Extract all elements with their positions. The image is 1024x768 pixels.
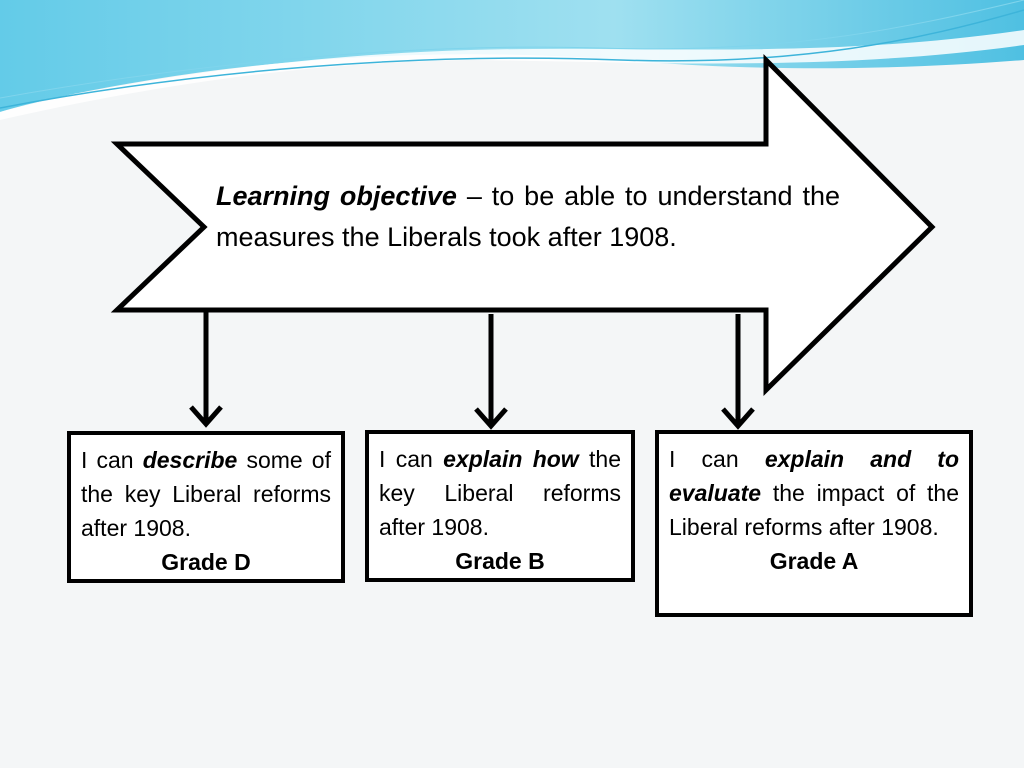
grade-label: Grade A — [769, 548, 859, 574]
outcome-box-grade-b — [365, 430, 635, 582]
outcome-suffix: the key Liberal reforms after 1908. — [379, 446, 621, 540]
outcome-emphasis: explain how — [443, 446, 579, 472]
outcome-emphasis: describe — [142, 447, 238, 473]
outcome-emphasis: explain and to evaluate — [669, 446, 959, 506]
connector-arrow-3 — [723, 314, 753, 426]
learning-objective-text — [216, 176, 840, 258]
outcome-box-grade-a — [655, 430, 973, 617]
outcome-suffix: some of the key Liberal reforms after 1908. — [81, 447, 331, 541]
outcome-prefix: I can — [379, 446, 444, 472]
outcome-suffix: the impact of the Liberal reforms after 1908. — [669, 480, 959, 540]
connector-arrow-1 — [191, 311, 221, 424]
grade-label: Grade D — [161, 549, 251, 575]
outcome-prefix: I can — [81, 447, 143, 473]
outcome-prefix: I can — [669, 446, 765, 472]
grade-label: Grade B — [455, 548, 545, 574]
objective-description: – to be able to understand the measures the Liberals took after 1908. — [216, 181, 840, 252]
outcome-box-grade-d — [67, 431, 345, 583]
connector-arrow-2 — [476, 314, 506, 426]
objective-label: Learning objective — [216, 181, 457, 211]
